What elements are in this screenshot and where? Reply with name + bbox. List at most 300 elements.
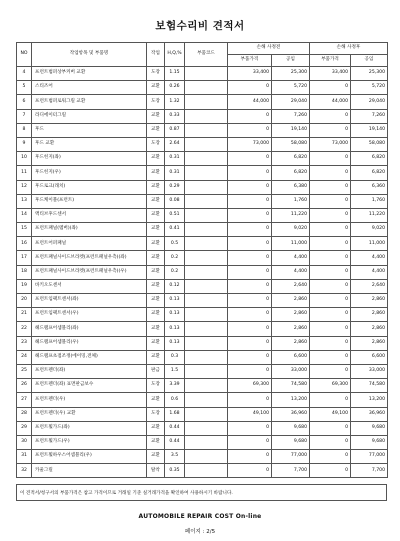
row-operation: 교환: [147, 421, 165, 435]
row-after-part-price: 0: [310, 421, 351, 435]
row-before-part-price: 0: [228, 180, 272, 194]
header-before-part: 부품가격: [228, 55, 272, 67]
row-hours: 0.31: [165, 152, 185, 166]
row-operation: 교환: [147, 166, 165, 180]
row-before-part-price: 0: [228, 421, 272, 435]
row-before-part-price: 0: [228, 279, 272, 293]
row-after-labor: 2,860: [351, 336, 388, 350]
row-hours: 1.5: [165, 364, 185, 378]
row-before-part-price: 0: [228, 294, 272, 308]
row-part-code: [185, 152, 228, 166]
row-after-labor: 4,400: [351, 265, 388, 279]
row-operation: 교환: [147, 393, 165, 407]
table-row: [17, 194, 388, 208]
row-hours: 0.12: [165, 279, 185, 293]
row-part-code: [185, 364, 228, 378]
row-hours: 0.51: [165, 208, 185, 222]
row-after-labor: 11,220: [351, 208, 388, 222]
row-before-part-price: 0: [228, 109, 272, 123]
row-part-code: [185, 435, 228, 449]
row-item-name: 후드: [32, 123, 147, 137]
row-after-part-price: 0: [310, 393, 351, 407]
row-item-name: 후드힌지(좌): [32, 152, 147, 166]
row-operation: 교환: [147, 322, 165, 336]
row-before-part-price: 0: [228, 251, 272, 265]
row-after-labor: 2,640: [351, 279, 388, 293]
row-operation: 교환: [147, 194, 165, 208]
row-no: 6: [17, 95, 32, 109]
row-after-part-price: 0: [310, 435, 351, 449]
row-hours: 0.08: [165, 194, 185, 208]
row-before-labor: 4,400: [272, 265, 310, 279]
table-row: [17, 237, 388, 251]
row-item-name: 후드로크(래치): [32, 180, 147, 194]
row-after-part-price: 0: [310, 109, 351, 123]
row-after-part-price: 0: [310, 322, 351, 336]
row-item-name: 프런트범퍼상부커버 교환: [32, 67, 147, 81]
row-no: 14: [17, 208, 32, 222]
row-part-code: [185, 123, 228, 137]
row-hours: 0.13: [165, 322, 185, 336]
row-after-part-price: 0: [310, 464, 351, 478]
header-after-part: 부품가격: [310, 55, 351, 67]
table-row: [17, 379, 388, 393]
row-after-part-price: 0: [310, 251, 351, 265]
row-hours: 0.5: [165, 237, 185, 251]
row-operation: 판금: [147, 364, 165, 378]
row-after-part-price: 0: [310, 350, 351, 364]
row-no: 30: [17, 435, 32, 449]
row-operation: 도장: [147, 379, 165, 393]
estimate-rows: [17, 67, 388, 478]
row-before-labor: 4,400: [272, 251, 310, 265]
row-after-part-price: 0: [310, 180, 351, 194]
row-after-part-price: 0: [310, 208, 351, 222]
table-row: [17, 308, 388, 322]
row-before-labor: 58,080: [272, 137, 310, 151]
row-operation: 교환: [147, 294, 165, 308]
row-after-labor: 6,820: [351, 166, 388, 180]
table-row: [17, 435, 388, 449]
row-after-part-price: 33,400: [310, 67, 351, 81]
row-part-code: [185, 194, 228, 208]
row-part-code: [185, 393, 228, 407]
row-hours: 0.44: [165, 435, 185, 449]
row-after-part-price: 0: [310, 336, 351, 350]
row-hours: 0.44: [165, 421, 185, 435]
table-row: [17, 407, 388, 421]
row-operation: 도장: [147, 67, 165, 81]
row-no: 4: [17, 67, 32, 81]
row-no: 17: [17, 251, 32, 265]
row-before-labor: 2,860: [272, 322, 310, 336]
row-before-part-price: 0: [228, 464, 272, 478]
row-no: 8: [17, 123, 32, 137]
row-hours: 0.31: [165, 166, 185, 180]
row-after-part-price: 49,100: [310, 407, 351, 421]
row-part-code: [185, 421, 228, 435]
row-no: 11: [17, 166, 32, 180]
row-before-labor: 2,860: [272, 308, 310, 322]
table-row: [17, 322, 388, 336]
row-item-name: 프런트휠가드(우): [32, 435, 147, 449]
row-before-labor: 5,720: [272, 81, 310, 95]
row-after-part-price: 44,000: [310, 95, 351, 109]
row-part-code: [185, 180, 228, 194]
row-item-name: 카울그릴: [32, 464, 147, 478]
row-hours: 0.13: [165, 294, 185, 308]
row-item-name: 라디에이터그릴: [32, 109, 147, 123]
row-part-code: [185, 336, 228, 350]
row-before-part-price: 44,000: [228, 95, 272, 109]
row-after-labor: 6,600: [351, 350, 388, 364]
row-part-code: [185, 137, 228, 151]
row-hours: 3.39: [165, 379, 185, 393]
row-operation: 교환: [147, 350, 165, 364]
row-item-name: 액티브후드센서: [32, 208, 147, 222]
table-row: [17, 393, 388, 407]
row-before-labor: 1,760: [272, 194, 310, 208]
row-item-name: 프런트펜더(좌) 표면판금보수: [32, 379, 147, 393]
row-no: 27: [17, 393, 32, 407]
table-row: [17, 279, 388, 293]
row-after-labor: 29,040: [351, 95, 388, 109]
row-operation: 교환: [147, 180, 165, 194]
row-item-name: 헤드램프어셈블리(우): [32, 336, 147, 350]
row-before-labor: 2,640: [272, 279, 310, 293]
row-after-labor: 13,200: [351, 393, 388, 407]
row-operation: 도장: [147, 407, 165, 421]
row-before-part-price: 33,400: [228, 67, 272, 81]
row-item-name: 헤드램프어셈블리(좌): [32, 322, 147, 336]
row-before-labor: 36,960: [272, 407, 310, 421]
row-item-name: 프런트휠가드(좌): [32, 421, 147, 435]
header-after: 손해 사정후: [310, 43, 388, 55]
row-after-part-price: 0: [310, 308, 351, 322]
row-part-code: [185, 265, 228, 279]
row-after-labor: 2,860: [351, 308, 388, 322]
row-item-name: 프런트임팩트센서(우): [32, 308, 147, 322]
row-no: 21: [17, 308, 32, 322]
row-after-labor: 77,000: [351, 450, 388, 464]
row-part-code: [185, 294, 228, 308]
row-before-labor: 2,860: [272, 336, 310, 350]
row-before-labor: 19,140: [272, 123, 310, 137]
row-before-part-price: 0: [228, 336, 272, 350]
row-no: 26: [17, 379, 32, 393]
header-hours: H,Q,%: [165, 43, 185, 67]
row-after-labor: 9,680: [351, 421, 388, 435]
row-before-part-price: 0: [228, 81, 272, 95]
row-part-code: [185, 279, 228, 293]
row-part-code: [185, 464, 228, 478]
row-before-labor: 9,680: [272, 435, 310, 449]
row-operation: 교환: [147, 435, 165, 449]
row-operation: 교환: [147, 81, 165, 95]
row-before-part-price: 0: [228, 322, 272, 336]
row-after-part-price: 73,000: [310, 137, 351, 151]
row-before-labor: 7,260: [272, 109, 310, 123]
row-hours: 0.6: [165, 393, 185, 407]
row-no: 13: [17, 194, 32, 208]
row-no: 10: [17, 152, 32, 166]
row-after-labor: 1,760: [351, 194, 388, 208]
price-notice: 이 견적서/청구서의 부품가격은 참고 가격이므로 거래일 기준 실거래가격을 확인하여 사용하시기 바랍니다.: [16, 484, 387, 501]
row-no: 15: [17, 223, 32, 237]
row-item-name: 프런트휠하우스어셈블리(우): [32, 450, 147, 464]
row-operation: 교환: [147, 308, 165, 322]
row-part-code: [185, 379, 228, 393]
table-row: [17, 67, 388, 81]
row-before-part-price: 69,300: [228, 379, 272, 393]
row-before-part-price: 0: [228, 237, 272, 251]
row-after-part-price: 0: [310, 123, 351, 137]
row-item-name: 프런트임팩트센서(좌): [32, 294, 147, 308]
row-part-code: [185, 81, 228, 95]
row-after-labor: 2,860: [351, 294, 388, 308]
row-operation: 교환: [147, 279, 165, 293]
row-hours: 0.13: [165, 336, 185, 350]
row-before-labor: 13,200: [272, 393, 310, 407]
row-before-part-price: 0: [228, 393, 272, 407]
row-operation: 교환: [147, 223, 165, 237]
row-item-name: 프런트패널사이드브라켓(프런트패널우측)(우): [32, 265, 147, 279]
row-hours: 0.35: [165, 464, 185, 478]
table-row: [17, 350, 388, 364]
row-before-labor: 7,700: [272, 464, 310, 478]
row-before-labor: 11,220: [272, 208, 310, 222]
row-after-labor: 6,820: [351, 152, 388, 166]
row-no: 29: [17, 421, 32, 435]
row-before-part-price: 0: [228, 166, 272, 180]
row-no: 19: [17, 279, 32, 293]
row-no: 16: [17, 237, 32, 251]
row-before-labor: 9,680: [272, 421, 310, 435]
row-part-code: [185, 407, 228, 421]
row-after-labor: 33,000: [351, 364, 388, 378]
row-no: 24: [17, 350, 32, 364]
row-no: 28: [17, 407, 32, 421]
row-operation: 교환: [147, 123, 165, 137]
row-after-labor: 6,360: [351, 180, 388, 194]
row-before-labor: 9,020: [272, 223, 310, 237]
row-item-name: 프런트펜더(우): [32, 393, 147, 407]
row-operation: 도장: [147, 95, 165, 109]
header-op: 작업: [147, 43, 165, 67]
row-before-part-price: 0: [228, 308, 272, 322]
row-before-part-price: 0: [228, 123, 272, 137]
row-hours: 0.2: [165, 251, 185, 265]
row-before-labor: 6,820: [272, 166, 310, 180]
row-after-part-price: 0: [310, 194, 351, 208]
table-row: [17, 81, 388, 95]
header-after-labor: 공임: [351, 55, 388, 67]
row-no: 25: [17, 364, 32, 378]
estimate-table: [16, 42, 388, 478]
row-part-code: [185, 223, 228, 237]
row-item-name: 프런트패널사이드브라켓(프런트패널우측)(좌): [32, 251, 147, 265]
row-before-labor: 77,000: [272, 450, 310, 464]
row-hours: 0.13: [165, 308, 185, 322]
row-before-labor: 33,000: [272, 364, 310, 378]
row-operation: 교환: [147, 265, 165, 279]
row-before-labor: 6,600: [272, 350, 310, 364]
row-no: 18: [17, 265, 32, 279]
row-no: 5: [17, 81, 32, 95]
row-before-labor: 2,860: [272, 294, 310, 308]
row-operation: 탈착: [147, 464, 165, 478]
row-part-code: [185, 237, 228, 251]
table-row: [17, 265, 388, 279]
row-after-labor: 9,680: [351, 435, 388, 449]
row-before-part-price: 0: [228, 208, 272, 222]
row-hours: 0.87: [165, 123, 185, 137]
row-after-part-price: 0: [310, 152, 351, 166]
row-part-code: [185, 308, 228, 322]
row-hours: 0.29: [165, 180, 185, 194]
row-part-code: [185, 67, 228, 81]
row-operation: 도장: [147, 137, 165, 151]
row-after-labor: 19,140: [351, 123, 388, 137]
footer-title: AUTOMOBILE REPAIR COST On-line: [138, 513, 262, 520]
table-row: [17, 251, 388, 265]
row-item-name: 프런트어퍼패널: [32, 237, 147, 251]
row-operation: 교환: [147, 237, 165, 251]
row-before-part-price: 0: [228, 450, 272, 464]
row-part-code: [185, 450, 228, 464]
row-no: 32: [17, 464, 32, 478]
row-after-labor: 7,700: [351, 464, 388, 478]
header-code: 부품코드: [185, 43, 228, 67]
row-item-name: 후드케이블(프런트): [32, 194, 147, 208]
row-operation: 교환: [147, 450, 165, 464]
row-before-part-price: 0: [228, 223, 272, 237]
row-no: 7: [17, 109, 32, 123]
table-row: [17, 421, 388, 435]
table-row: [17, 152, 388, 166]
row-operation: 교환: [147, 109, 165, 123]
row-after-part-price: 0: [310, 237, 351, 251]
row-before-part-price: 0: [228, 350, 272, 364]
row-item-name: 프런트펜더(좌): [32, 364, 147, 378]
row-item-name: 후드힌지(우): [32, 166, 147, 180]
row-part-code: [185, 251, 228, 265]
document-title: 보험수리비 견적서: [155, 20, 245, 32]
row-part-code: [185, 208, 228, 222]
row-before-labor: 6,380: [272, 180, 310, 194]
table-row: [17, 336, 388, 350]
table-row: [17, 223, 388, 237]
row-after-part-price: 69,300: [310, 379, 351, 393]
row-item-name: 프런트범퍼로워그릴 교환: [32, 95, 147, 109]
row-item-name: 프런트패널(멤버)(좌): [32, 223, 147, 237]
row-before-part-price: 0: [228, 194, 272, 208]
page-number: 페이지 : 2/5: [184, 529, 216, 535]
row-operation: 교환: [147, 208, 165, 222]
row-part-code: [185, 350, 228, 364]
row-hours: 0.26: [165, 81, 185, 95]
row-part-code: [185, 109, 228, 123]
row-operation: 교환: [147, 336, 165, 350]
row-after-labor: 25,300: [351, 67, 388, 81]
row-after-labor: 2,860: [351, 322, 388, 336]
row-hours: 0.3: [165, 350, 185, 364]
row-before-part-price: 49,100: [228, 407, 272, 421]
table-row: [17, 450, 388, 464]
row-after-labor: 7,260: [351, 109, 388, 123]
row-after-labor: 9,020: [351, 223, 388, 237]
row-before-labor: 11,000: [272, 237, 310, 251]
row-part-code: [185, 322, 228, 336]
table-row: [17, 95, 388, 109]
row-after-part-price: 0: [310, 294, 351, 308]
row-before-labor: 74,580: [272, 379, 310, 393]
header-no: NO: [17, 43, 32, 67]
row-before-part-price: 0: [228, 364, 272, 378]
row-hours: 2.64: [165, 137, 185, 151]
row-after-labor: 58,080: [351, 137, 388, 151]
header-before-labor: 공임: [272, 55, 310, 67]
row-item-name: 헤드램프초점조정(에이밍,전체): [32, 350, 147, 364]
row-hours: 1.32: [165, 95, 185, 109]
table-row: [17, 464, 388, 478]
row-after-labor: 4,400: [351, 251, 388, 265]
row-after-part-price: 0: [310, 450, 351, 464]
table-row: [17, 364, 388, 378]
row-before-labor: 6,820: [272, 152, 310, 166]
row-item-name: 바키오도센서: [32, 279, 147, 293]
row-after-part-price: 0: [310, 223, 351, 237]
row-after-labor: 74,580: [351, 379, 388, 393]
row-operation: 교환: [147, 251, 165, 265]
row-item-name: 후드 교환: [32, 137, 147, 151]
row-hours: 0.41: [165, 223, 185, 237]
row-hours: 1.68: [165, 407, 185, 421]
row-before-labor: 25,300: [272, 67, 310, 81]
row-hours: 0.2: [165, 265, 185, 279]
row-item-name: 스티즈어: [32, 81, 147, 95]
row-hours: 3.5: [165, 450, 185, 464]
row-after-part-price: 0: [310, 279, 351, 293]
row-after-labor: 11,000: [351, 237, 388, 251]
row-after-part-price: 0: [310, 166, 351, 180]
row-before-labor: 29,040: [272, 95, 310, 109]
row-part-code: [185, 166, 228, 180]
row-part-code: [185, 95, 228, 109]
row-operation: 교환: [147, 152, 165, 166]
row-no: 31: [17, 450, 32, 464]
table-row: [17, 208, 388, 222]
row-no: 12: [17, 180, 32, 194]
row-before-part-price: 0: [228, 265, 272, 279]
header-item: 작업항목 및 부품명: [32, 43, 147, 67]
table-row: [17, 109, 388, 123]
row-hours: 0.33: [165, 109, 185, 123]
table-row: [17, 137, 388, 151]
row-no: 9: [17, 137, 32, 151]
row-after-part-price: 0: [310, 81, 351, 95]
table-row: [17, 180, 388, 194]
row-before-part-price: 0: [228, 435, 272, 449]
row-hours: 1.15: [165, 67, 185, 81]
row-after-labor: 5,720: [351, 81, 388, 95]
row-no: 23: [17, 336, 32, 350]
row-no: 20: [17, 294, 32, 308]
table-row: [17, 166, 388, 180]
table-row: [17, 123, 388, 137]
row-before-part-price: 73,000: [228, 137, 272, 151]
row-after-part-price: 0: [310, 265, 351, 279]
